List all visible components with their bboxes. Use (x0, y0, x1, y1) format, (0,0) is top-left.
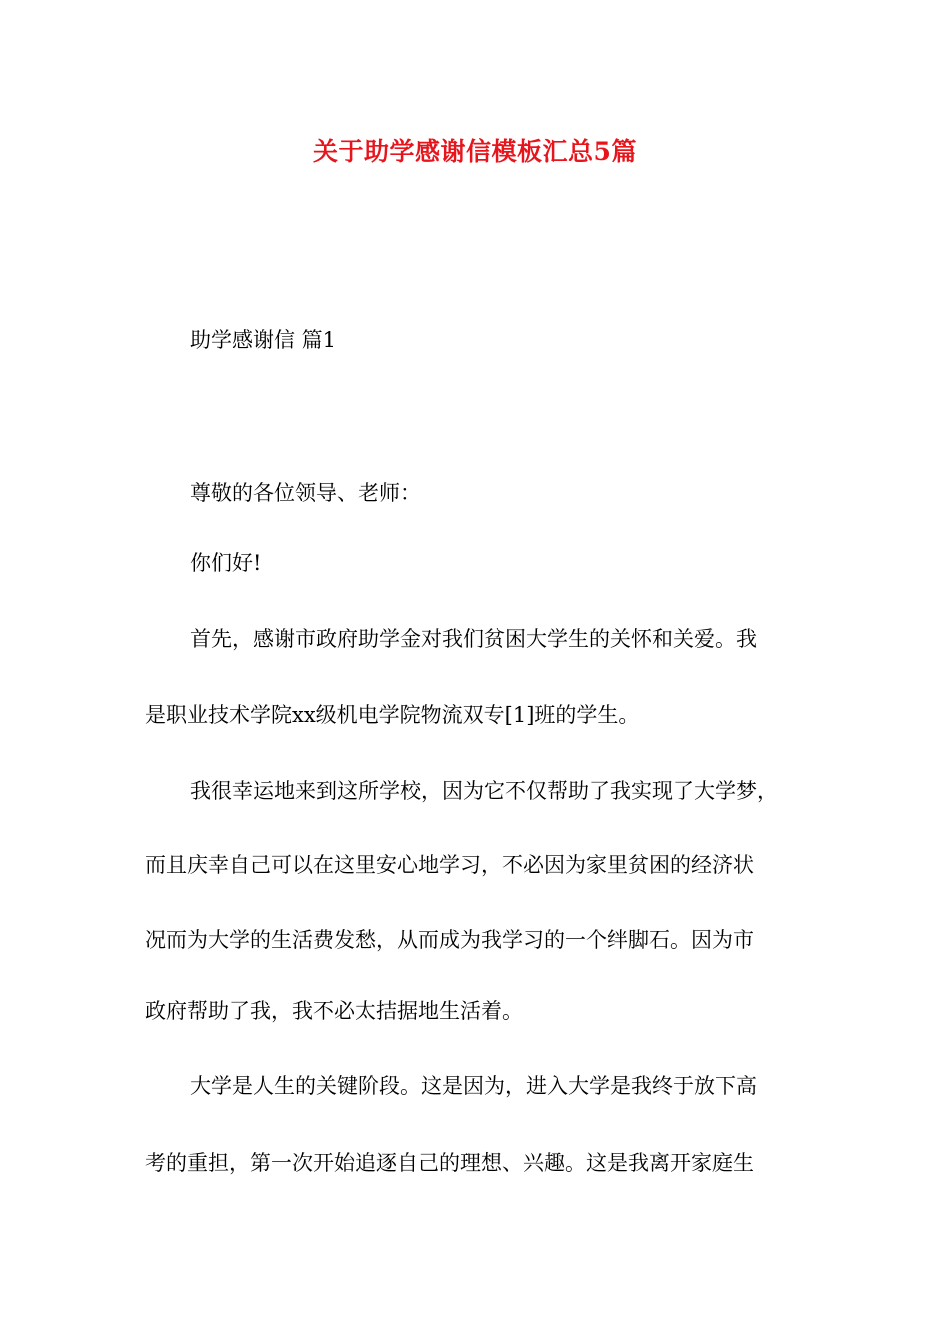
paragraph-line: 而且庆幸自己可以在这里安心地学习，不必因为家里贫困的经济状 (145, 853, 754, 877)
paragraph-line: 是职业技术学院xx级机电学院物流双专[1]班的学生。 (145, 703, 640, 727)
paragraph-line: 我很幸运地来到这所学校，因为它不仅帮助了我实现了大学梦， (190, 779, 778, 803)
section-heading: 助学感谢信 篇1 (190, 328, 337, 352)
paragraph-line: 政府帮助了我，我不必太拮据地生活着。 (145, 999, 523, 1023)
paragraph-line: 考的重担，第一次开始追逐自己的理想、兴趣。这是我离开家庭生 (145, 1151, 754, 1175)
salutation-line: 尊敬的各位领导、老师： (190, 481, 421, 505)
paragraph-line: 况而为大学的生活费发愁，从而成为我学习的一个绊脚石。因为市 (145, 928, 754, 952)
document-title: 关于助学感谢信模板汇总5篇 (313, 137, 637, 166)
paragraph-line: 首先，感谢市政府助学金对我们贫困大学生的关怀和关爱。我 (190, 627, 757, 651)
paragraph-line: 大学是人生的关键阶段。这是因为，进入大学是我终于放下高 (190, 1074, 757, 1098)
greeting-line: 你们好! (190, 551, 262, 575)
